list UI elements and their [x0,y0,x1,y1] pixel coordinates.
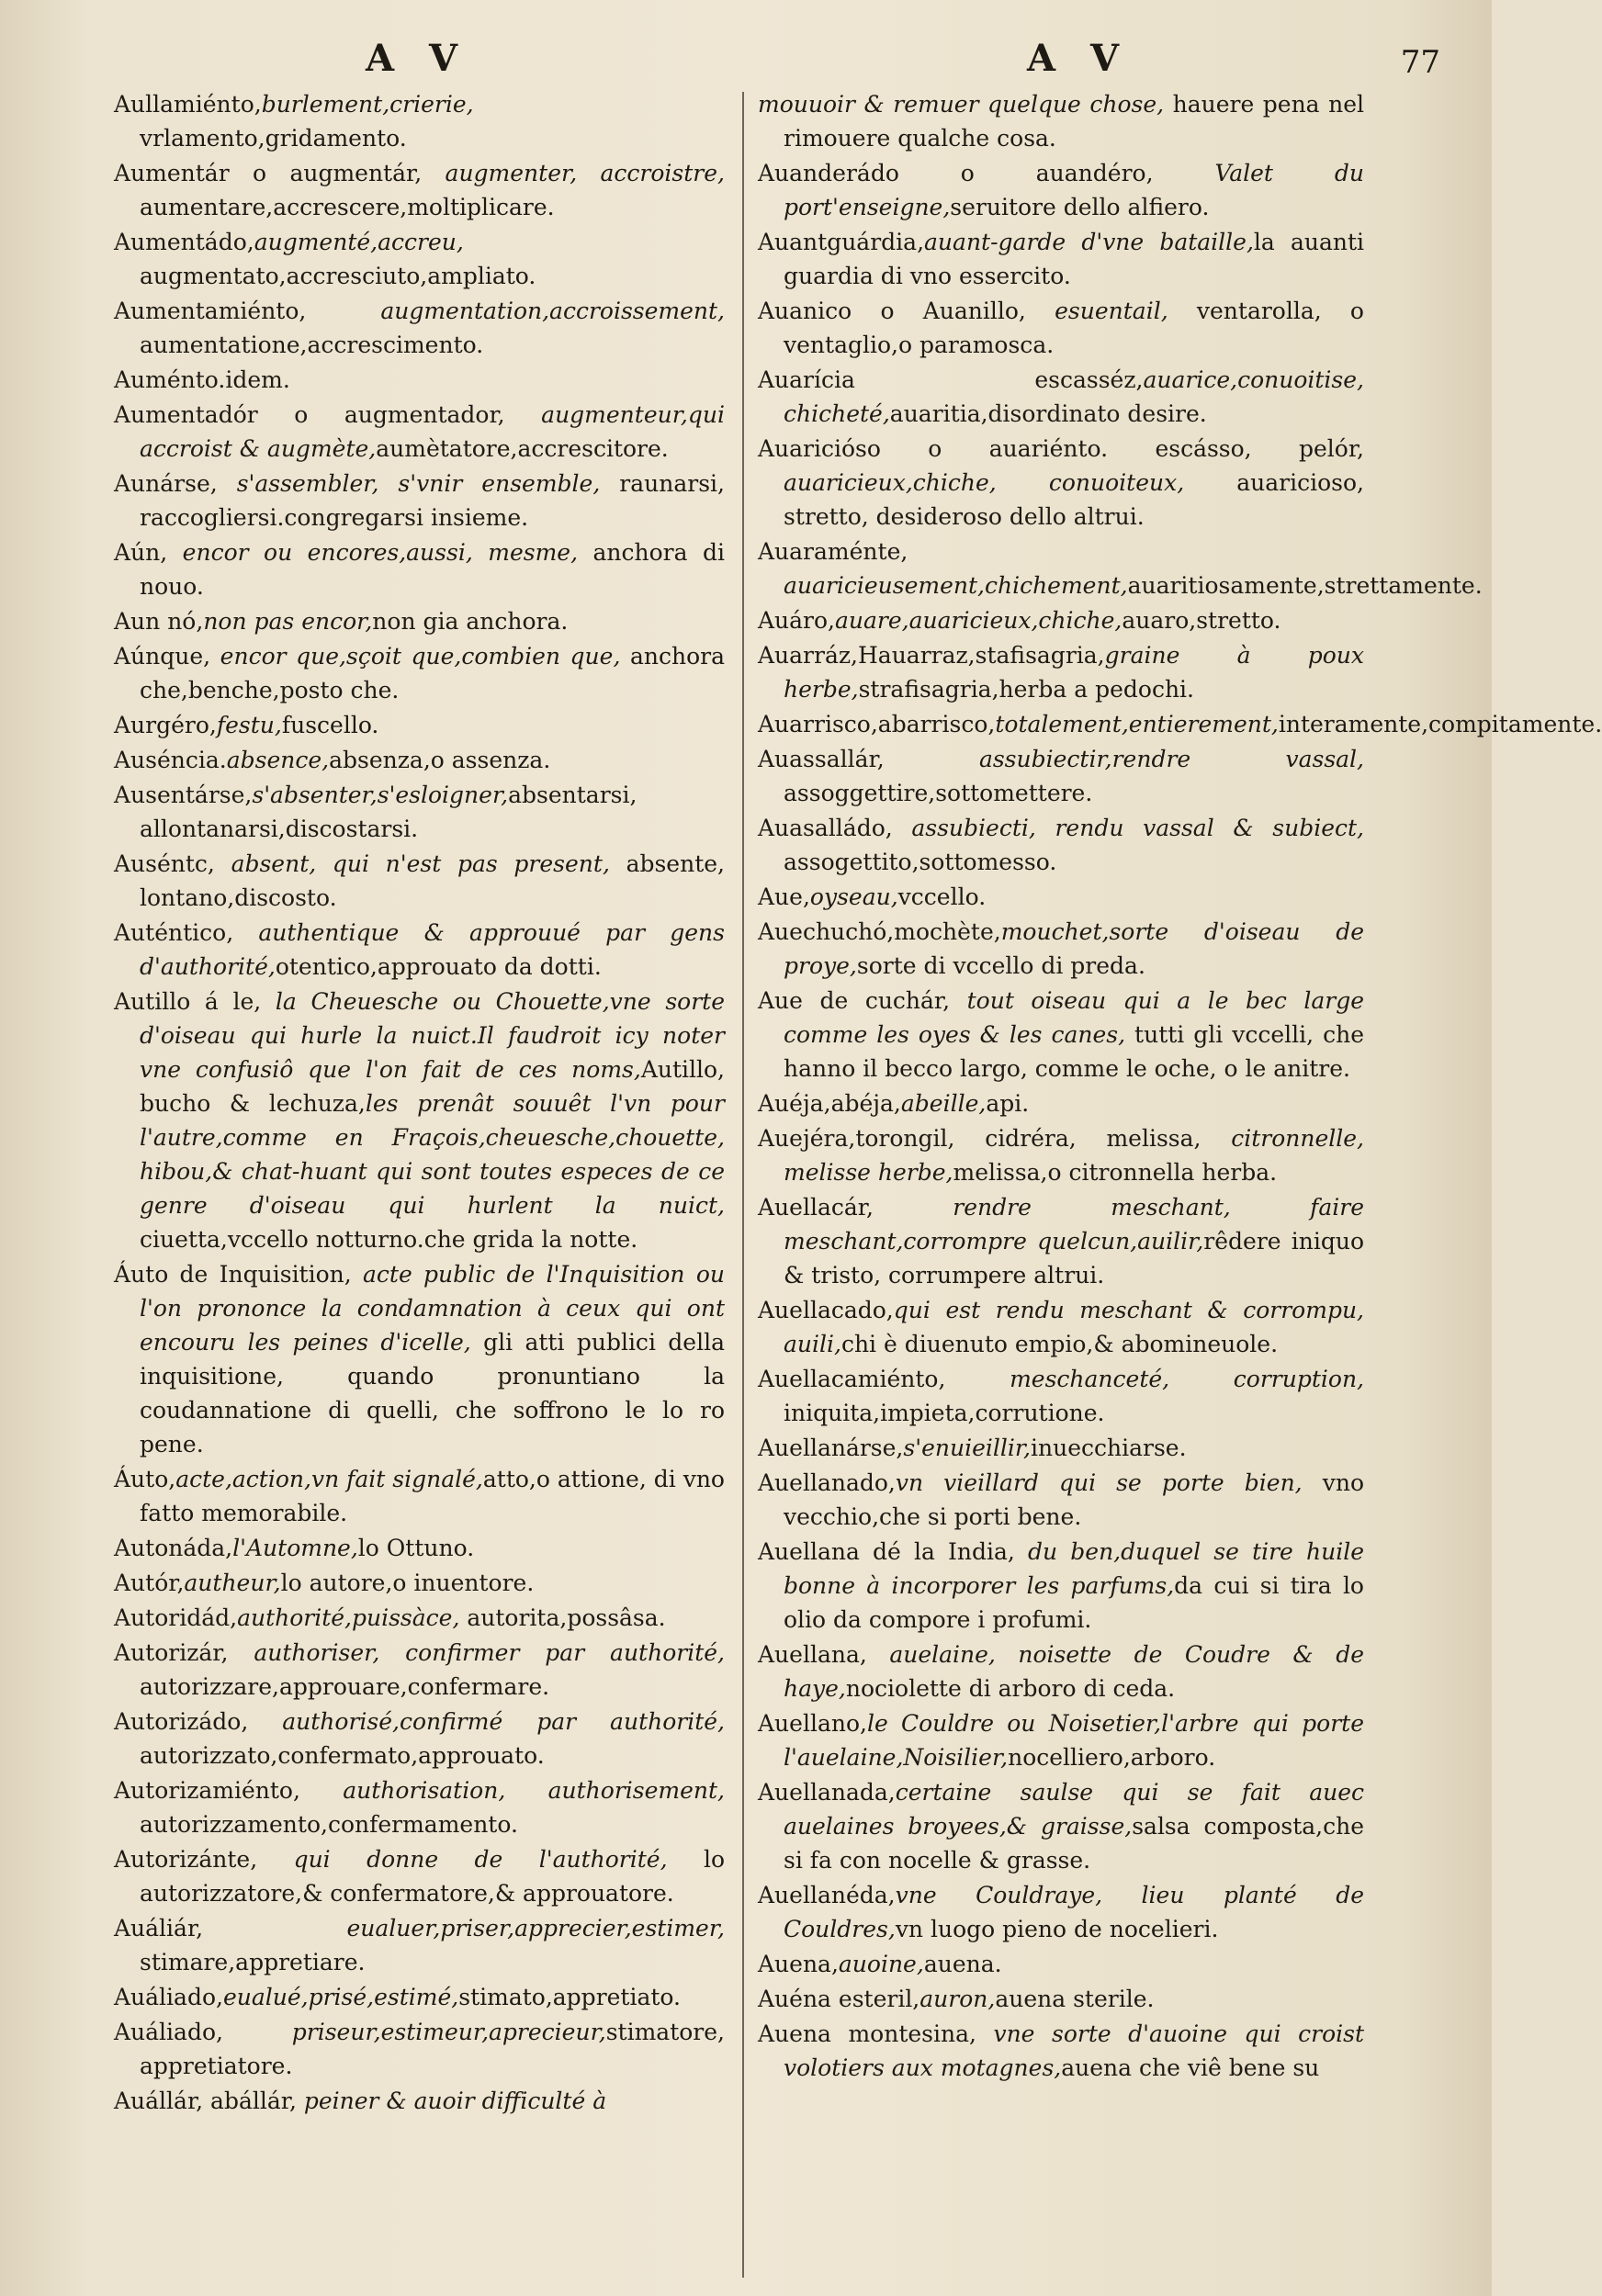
dictionary-entry [758,1121,1364,1189]
entry-headword: Aue, [758,884,810,910]
dictionary-entry [758,156,1364,224]
entry-headword: Auaricióso o auariénto. [758,435,1109,462]
entry-italian: auena. [923,1951,1002,1977]
dictionary-entry [114,604,725,638]
entry-headword: Auáliado, [114,2019,223,2045]
entry-french: vn vieillard qui se porte bien, [895,1469,1303,1496]
entry-italian: escásso, pelór, [1108,435,1364,462]
entry-italian: aumentare,accrescere,moltiplicare. [140,194,555,220]
entry-headword: Auasalládo, [758,815,893,841]
entry-italian: idem. [225,366,290,393]
dictionary-entry [114,743,725,777]
entry-headword: Auarícia escasséz, [758,366,1144,393]
dictionary-entry [758,1190,1364,1292]
entry-headword: Auena montesina, [758,2020,976,2047]
entry-french: oyseau, [809,884,898,910]
dictionary-entry [758,1878,1364,1946]
entry-french: qui est rendu meschant & corrompu, auili, [784,1297,1364,1357]
dictionary-entry [114,708,725,742]
entry-italian: sorte di vccello di preda. [856,952,1145,979]
dictionary-entry [758,707,1602,741]
entry-french: citronnelle, melisse herbe, [784,1125,1364,1186]
dictionary-entry [114,2084,725,2118]
entry-french: assubiectir,rendre vassal, [884,746,1364,772]
dictionary-entry [114,639,725,707]
entry-french: authorisation, authorisement, [299,1777,725,1804]
entry-italian: autorita,possâsa. [459,1604,666,1631]
dictionary-entry [758,880,1364,914]
entry-italian: absenza,o assenza. [329,747,551,773]
dictionary-entry [758,1982,1364,2016]
entry-headword: Áuto de Inquisition, [114,1261,352,1288]
column-divider [742,92,744,2278]
dictionary-entry [758,1293,1364,1361]
entry-french: augmenter, accroistre, [422,160,725,186]
entry-headword: Auténtico, [114,919,234,946]
entry-italian: auaritiosamente,strettamente. [1127,572,1483,599]
entry-french: acte,action,vn fait signalé, [175,1466,483,1492]
entry-french: auarice,conuoitise, chicheté, [784,366,1364,427]
entry-headword: Auellana dé la India, [758,1538,1015,1565]
entry-italian: fuscello. [281,712,379,738]
entry-italian: api. [986,1090,1030,1117]
entry-headword: Auáro, [758,607,836,634]
entry-italian: chi è diuenuto empio,& abomineuole. [840,1331,1279,1357]
dictionary-entry [114,225,725,293]
entry-italian: Hauarraz,stafisagria, [857,642,1105,669]
entry-french: absent, qui n'est pas present, [214,850,610,877]
dictionary-entry [114,1980,725,2014]
entry-headword: Auáliár, [114,1915,204,1941]
right-column [758,87,1602,2086]
entry-french: auelaine, noisette de Coudre & de haye, [784,1641,1364,1702]
entry-italian: non gia anchora. [372,608,569,635]
entry-french: s'enuieillir, [903,1435,1031,1461]
entry-headword: Autór, [114,1570,185,1596]
entry-headword: Auállár, abállár, [114,2088,297,2114]
entry-headword: Auéna esteril, [758,1986,920,2012]
entry-headword: Auséncia. [114,747,227,773]
dictionary-entry [114,1636,725,1704]
dictionary-entry [758,1086,1364,1120]
entry-italian: seruitore dello alfiero. [950,194,1210,220]
entry-french: eualué,prisé,estimé, [222,1984,459,2010]
entry-italian: Autillo, bucho & lechuza, [140,1056,725,1117]
dictionary-entry [114,1911,725,1979]
entry-french: graine à poux herbe, [784,642,1364,703]
entry-headword: Auéja, [758,1090,831,1117]
dictionary-entry [114,778,725,846]
entry-italian: da cui si tira lo olio da compore i profumi. [784,1572,1364,1633]
entry-headword: Áuto, [114,1466,176,1492]
entry-french: burlement,crierie, [261,91,474,118]
entry-french: la Cheuesche ou Chouette,vne sorte d'oiseau qui hurle la nuict.Il faudroit icy noter vne confusiô que l'on fait de ces noms, [140,988,725,1083]
entry-french: augmenté,accreu, [254,229,464,255]
entry-italian: aumètatore,accrescitore. [376,435,669,462]
dictionary-entry [758,742,1364,810]
dictionary-entry [114,1531,725,1565]
entry-headword: Aún, [114,539,168,566]
entry-headword: Autorizádo, [114,1708,249,1735]
entry-headword: Auellacado, [758,1297,894,1323]
entry-headword: Auellano, [758,1710,867,1737]
entry-headword: Aurgéro, [114,712,217,738]
entry-french: s'assembler, s'vnir ensemble, [217,470,601,497]
entry-headword: Auassallár, [758,746,885,772]
entry-italian: lo Ottuno. [357,1535,475,1561]
entry-italian: lo autore,o inuentore. [280,1570,535,1596]
entry-italian: ciuetta,vccello notturno.che grida la notte. [140,1226,638,1253]
dictionary-entry [758,1466,1364,1534]
entry-french: assubiecti, rendu vassal & subiect, [892,815,1364,841]
entry-headword: Auantguárdia, [758,229,925,255]
entry-french: priseur,estimeur,aprecieur, [222,2019,606,2045]
dictionary-entry [114,916,725,984]
entry-headword: Autorizánte, [114,1846,258,1873]
entry-italian: melissa,o citronnella herba. [953,1159,1278,1186]
dictionary-entry [758,1535,1364,1637]
entry-italian: stimare,appretiare. [140,1949,366,1975]
running-head-right: A V [1027,37,1130,80]
entry-french: du ben,duquel se tire huile bonne à incorporer les parfums, [784,1538,1364,1599]
dictionary-entry [114,156,725,224]
dictionary-entry [114,294,725,362]
entry-french: authorité,puissàce, [237,1604,460,1631]
entry-headword: Auellacár, [758,1194,874,1221]
entry-headword: Auellacamiénto, [758,1366,946,1392]
entry-italian: vn luogo pieno de nocelieri. [895,1916,1219,1942]
entry-french: auron, [919,1986,996,2012]
entry-headword: Aúnque, [114,643,211,670]
entry-french: auare,auaricieux,chiche, [835,607,1123,634]
entry-italian: salsa composta,che si fa con nocelle & grasse. [784,1813,1364,1874]
entry-headword: Auellanéda, [758,1882,896,1908]
entry-french: non pas encor, [203,608,373,635]
entry-french: authoriser, confirmer par authorité, [228,1639,725,1666]
entry-italian: raunarsi, raccogliersi.congregarsi insieme. [140,470,725,531]
page-number: 77 [1400,44,1440,81]
dictionary-entry [758,87,1364,155]
entry-french: acte public de l'Inquisition ou l'on prononce la condamnation à ceux qui ont encouru les peines d'icelle, [140,1261,725,1356]
entry-headword: Auanico o Auanillo, [758,298,1026,324]
entry-italian: strafisagria,herba a pedochi. [858,676,1194,703]
entry-italian: vccello. [897,884,987,910]
entry-headword: Auarrisco, [758,711,878,737]
entry-italian: absentarsi, allontanarsi,discostarsi. [140,782,637,842]
dictionary-entry [758,225,1364,293]
entry-italian: auaricioso, stretto, desideroso dello altrui. [784,469,1364,530]
dictionary-entry [114,1462,725,1530]
dictionary-entry [114,1705,725,1773]
entry-headword: Auena, [758,1951,839,1977]
entry-headword: Auellanárse, [758,1435,904,1461]
entry-french: auaricieusement,chichement, [784,572,1128,599]
entry-italian: hauere pena nel rimouere qualche cosa. [784,91,1364,152]
entry-headword: Auménto. [114,366,226,393]
entry-french: authorisé,confirmé par authorité, [248,1708,725,1735]
dictionary-entry [114,87,725,155]
entry-headword: Auáliado, [114,1984,223,2010]
dictionary-entry [758,638,1364,706]
entry-headword: Aumentár o augmentár, [114,160,423,186]
entry-italian: autorizzare,approuare,confermare. [140,1673,550,1700]
entry-italian: aumentatione,accrescimento. [140,332,484,358]
entry-italian: mochète, [894,918,1001,945]
entry-french: augmenteur,qui accroist & augmète, [140,401,725,462]
entry-headword: Auséntc, [114,850,215,877]
entry-italian: anchora di nouo. [140,539,725,600]
entry-headword: Auellana, [758,1641,867,1668]
entry-french: abeille, [900,1090,987,1117]
dictionary-entry [114,363,725,397]
entry-french: vne Couldraye, lieu planté de Couldres, [784,1882,1364,1942]
entry-italian: stimatore, appretiatore. [140,2019,725,2079]
entry-headword: Autorizár, [114,1639,229,1666]
entry-italian: rêdere iniquo & tristo, corrumpere altrui. [784,1228,1365,1289]
entry-french: encor que,sçoit que,combien que, [210,643,621,670]
entry-french: vne sorte d'auoine qui croist volotiers aux motagnes, [784,2020,1364,2081]
dictionary-entry [758,1947,1364,1981]
entry-italian: auena sterile. [995,1986,1155,2012]
dictionary-entry [758,535,1483,602]
entry-italian: inuecchiarse. [1031,1435,1187,1461]
entry-french: le Couldre ou Noisetier,l'arbre qui porte l'auelaine,Noisilier, [784,1710,1364,1771]
entry-french: totalement,entierement, [995,711,1279,737]
entry-italian: ventarolla, o ventaglio,o paramosca. [784,298,1364,358]
entry-italian: autorizzato,confermato,approuato. [140,1742,545,1769]
entry-french: absence, [226,747,330,773]
running-head-left: A V [366,37,468,80]
entry-french: encor ou encores,aussi, mesme, [167,539,579,566]
entry-headword: Aun nó, [114,608,204,635]
dictionary-entry [758,984,1364,1086]
entry-headword: Ausentárse, [114,782,253,808]
entry-headword: Aullamiénto, [114,91,262,118]
entry-headword: Aunárse, [114,470,218,497]
entry-italian: tutti gli vccelli, che hanno il becco largo, comme le oche, o le anitre. [784,1021,1364,1082]
entry-headword: Auaraménte, [758,538,908,565]
dictionary-entry [114,535,725,603]
entry-italian: stimato,appretiato. [458,1984,681,2010]
left-column [114,87,725,2119]
dictionary-entry [114,1601,725,1635]
entry-headword: Auarráz, [758,642,858,669]
entry-headword: Auellanada, [758,1779,896,1806]
entry-headword: Auejéra, [758,1125,856,1152]
entry-italian: absente, lontano,discosto. [140,850,725,911]
entry-italian: torongil, cidréra, melissa, [855,1125,1202,1152]
entry-french: Valet du port'enseigne, [784,160,1365,220]
dictionary-entry [758,811,1364,879]
entry-italian: vrlamento,gridamento. [140,125,407,152]
entry-italian: nocelliero,arboro. [1008,1744,1216,1771]
entry-french: rendre meschant, faire meschant,corrompre quelcun,auilir, [784,1194,1364,1255]
entry-french: certaine saulse qui se fait auec auelaines broyees,& graisse, [784,1779,1364,1840]
entry-french: tout oiseau qui a le bec large comme les oyes & les canes, [784,987,1365,1048]
entry-italian: nociolette di arboro di ceda. [845,1675,1176,1702]
entry-french: qui donne de l'authorité, [257,1846,668,1873]
dictionary-entry [758,2017,1364,2085]
entry-headword: Auechuchó, [758,918,895,945]
entry-french: auoine, [838,1951,924,1977]
entry-headword: Autillo á le, [114,988,262,1015]
entry-italian: vno vecchio,che si porti bene. [784,1469,1364,1530]
dictionary-entry [758,1775,1364,1877]
entry-french: mouuoir & remuer quelque chose, [758,91,1165,118]
entry-french: les prenât souuêt l'vn pour l'autre,comme en Fraçois,cheuesche,chouette, hibou,& chat-huant qui sont toutes especes de ce genre d'oiseau qui hurlent la nuict, [140,1090,725,1219]
dictionary-entry [114,2015,725,2083]
entry-italian: auaro,stretto. [1122,607,1281,634]
entry-italian: augmentato,accresciuto,ampliato. [140,263,536,289]
entry-french: authentique & approuué par gens d'authorité, [140,919,725,980]
dictionary-entry [114,985,725,1256]
entry-italian: abarrisco, [877,711,996,737]
dictionary-entry [758,363,1364,431]
entry-french: autheur, [184,1570,281,1596]
entry-italian: lo autorizzatore,& confermatore,& approuatore. [140,1846,725,1907]
entry-headword: Auanderádo o auandéro, [758,160,1154,186]
entry-french: l'Automne, [232,1535,358,1561]
entry-italian: assoggettire,sottomettere. [784,780,1093,806]
entry-french: auant-garde d'vne bataille, [924,229,1254,255]
entry-french: esuentail, [1025,298,1168,324]
dictionary-entry [758,432,1364,534]
entry-french: meschanceté, corruption, [945,1366,1364,1392]
entry-french: peiner & auoir difficulté à [296,2088,607,2114]
dictionary-entry [114,1566,725,1600]
entry-italian: gli atti publici della inquisitione, quando pronuntiano la coudannatione di quelli, che soffrono le lo ro pene. [140,1329,725,1458]
dictionary-entry [114,1842,725,1910]
entry-headword: Aumentadór o augmentador, [114,401,505,428]
entry-italian: auaritia,disordinato desire. [889,400,1207,427]
dictionary-entry [114,1257,725,1461]
entry-italian: autorizzamento,confermamento. [140,1811,518,1838]
entry-italian: iniquita,impieta,corrutione. [784,1400,1105,1426]
dictionary-entry [758,1362,1364,1430]
entry-italian: la auanti guardia di vno essercito. [784,229,1364,289]
entry-italian: interamente,compitamente. [1278,711,1602,737]
dictionary-entry [114,847,725,915]
dictionary-entry [114,467,725,535]
entry-french: eualuer,priser,apprecier,estimer, [203,1915,725,1941]
entry-french: auaricieux,chiche, conuoiteux, [784,469,1185,496]
entry-headword: Autorizamiénto, [114,1777,300,1804]
entry-french: s'absenter,s'esloigner, [252,782,509,808]
entry-italian: auena che viê bene su [1061,2054,1320,2081]
dictionary-entry [758,1638,1364,1705]
entry-italian: abéja, [830,1090,901,1117]
entry-headword: Auellanado, [758,1469,896,1496]
dictionary-entry [114,398,725,466]
dictionary-entry [758,294,1364,362]
entry-french: augmentation,accroissement, [306,298,725,324]
dictionary-entry [758,915,1364,983]
entry-french: festu, [216,712,282,738]
entry-italian: otentico,approuato da dotti. [275,953,602,980]
entry-headword: Autoridád, [114,1604,238,1631]
dictionary-entry [758,1431,1364,1465]
dictionary-entry [114,1773,725,1841]
entry-italian: assogettito,sottomesso. [784,849,1057,875]
dictionary-entry [758,603,1364,637]
dictionary-entry [758,1706,1364,1774]
entry-headword: Aumentádo, [114,229,254,255]
entry-headword: Aue de cuchár, [758,987,951,1014]
entry-italian: anchora che,benche,posto che. [140,643,725,703]
entry-italian: atto,o attione, di vno fatto memorabile. [140,1466,725,1526]
entry-headword: Aumentamiénto, [114,298,307,324]
entry-headword: Autonáda, [114,1535,233,1561]
entry-french: mouchet,sorte d'oiseau de proye, [784,918,1364,979]
